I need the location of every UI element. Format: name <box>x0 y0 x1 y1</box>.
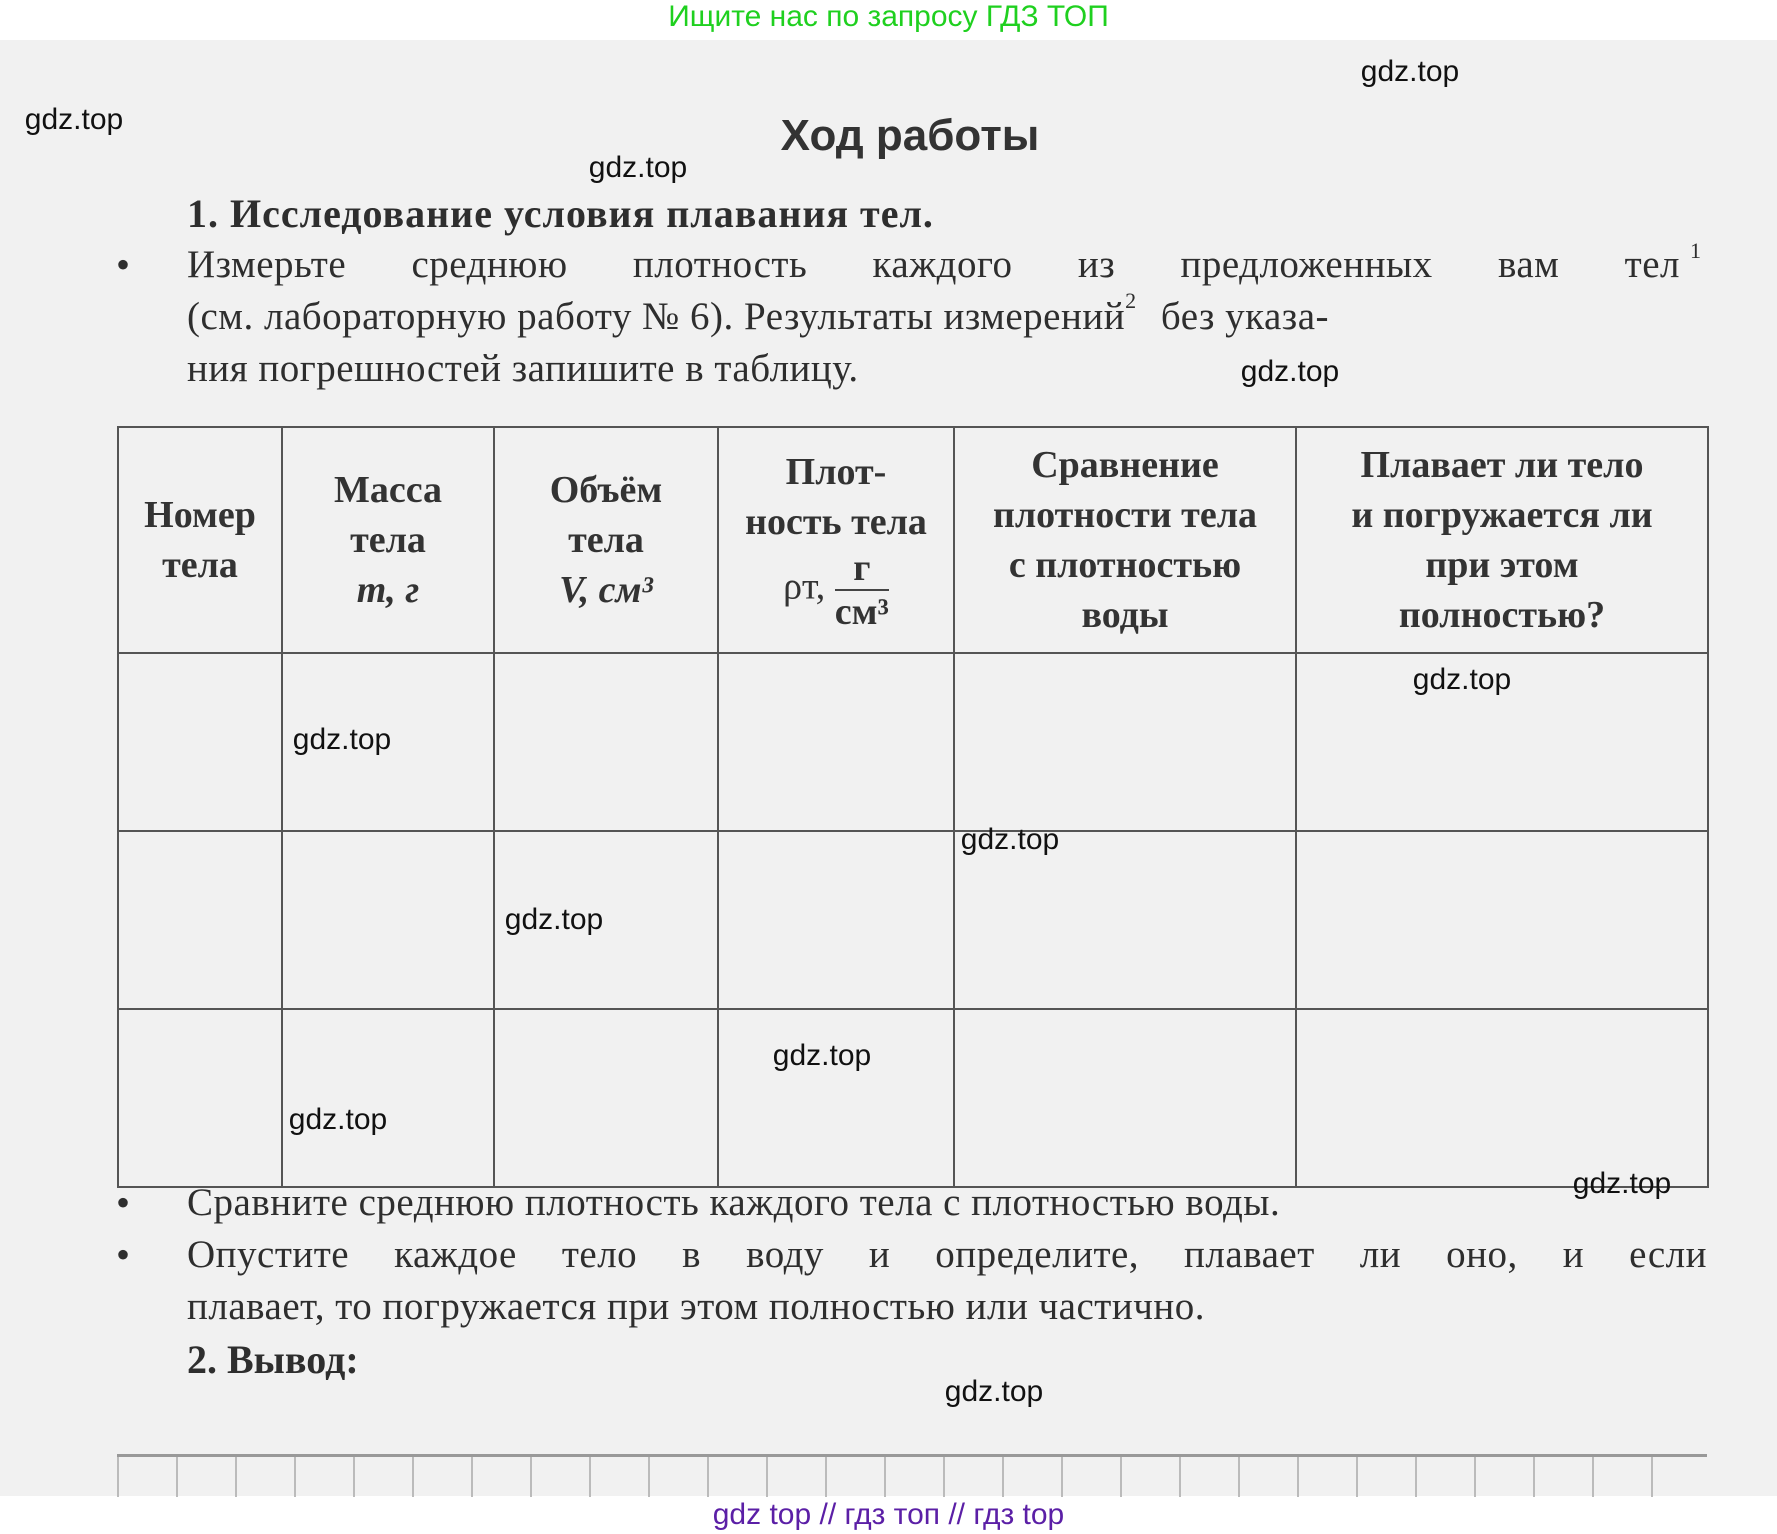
watermark: gdz.top <box>292 723 392 756</box>
watermark: gdz.top <box>1572 1167 1672 1200</box>
page-title: Ход работы <box>780 111 1040 160</box>
watermark: gdz.top <box>1240 355 1340 388</box>
table-cell[interactable] <box>118 653 282 831</box>
table-cell[interactable] <box>282 1009 494 1187</box>
watermark: gdz.top <box>588 151 688 184</box>
measurement-table <box>117 426 1709 1188</box>
instruction-line: плавает, то погружается при этом полностью или частично. <box>187 1285 1205 1328</box>
table-cell[interactable] <box>118 1009 282 1187</box>
instruction-line: (см. лабораторную работу № 6). Результаты измерений$^2$ без указа- <box>187 288 1330 338</box>
header-density: Плот- ность тела ρт, $\frac{г}{\text{см³}}$ <box>718 427 954 653</box>
footnote-mark: 1 <box>1690 238 1701 263</box>
table-cell[interactable] <box>954 831 1296 1009</box>
table-row <box>118 1009 1708 1187</box>
search-banner: Ищите нас по запросу ГДЗ ТОП <box>668 0 1109 33</box>
answer-grid[interactable] <box>117 1454 1707 1497</box>
table-cell[interactable] <box>1296 1009 1708 1187</box>
instruction-line: Сравните среднюю плотность каждого тела с плотностью воды. <box>187 1181 1281 1224</box>
watermark: gdz.top <box>504 903 604 936</box>
bullet-icon: • <box>116 1232 131 1277</box>
watermark: gdz.top <box>960 823 1060 856</box>
table-header-row <box>118 427 1708 653</box>
table-cell[interactable] <box>718 831 954 1009</box>
table-cell[interactable] <box>282 831 494 1009</box>
header-mass: Масса тела m, г <box>282 427 494 653</box>
watermark: gdz.top <box>288 1103 388 1136</box>
workbook-page <box>0 40 1777 1496</box>
table-cell[interactable] <box>718 653 954 831</box>
watermark: gdz.top <box>24 103 124 136</box>
header-volume: Объём тела V, см³ <box>494 427 718 653</box>
instruction-line: ния погрешностей запишите в таблицу. <box>187 347 859 390</box>
watermark: gdz.top <box>1412 663 1512 696</box>
watermark: gdz.top <box>772 1039 872 1072</box>
bullet-icon: • <box>116 242 131 287</box>
table-cell[interactable] <box>494 1009 718 1187</box>
header-comparison: Сравнение плотности тела с плотностью воды <box>954 427 1296 653</box>
footer-watermark: gdz top // гдз топ // гдз top <box>712 1498 1065 1531</box>
instruction-line: Измерьте среднюю плотность каждого из предложенных вам тел <box>187 243 1680 286</box>
table-row <box>118 831 1708 1009</box>
table-cell[interactable] <box>1296 831 1708 1009</box>
watermark: gdz.top <box>944 1375 1044 1408</box>
section-heading-2: 2. Вывод: <box>187 1337 359 1382</box>
header-body-number: Номер тела <box>118 427 282 653</box>
table-cell[interactable] <box>494 653 718 831</box>
table-cell[interactable] <box>954 653 1296 831</box>
instruction-line: Опустите каждое тело в воду и определите, плавает ли оно, и если <box>187 1233 1707 1276</box>
watermark: gdz.top <box>1360 55 1460 88</box>
header-floats: Плавает ли тело и погружается ли при этом полностью? <box>1296 427 1708 653</box>
section-heading-1: 1. Исследование условия плавания тел. <box>187 191 934 236</box>
table-cell[interactable] <box>954 1009 1296 1187</box>
bullet-icon: • <box>116 1180 131 1225</box>
table-cell[interactable] <box>118 831 282 1009</box>
table-cell[interactable] <box>718 1009 954 1187</box>
